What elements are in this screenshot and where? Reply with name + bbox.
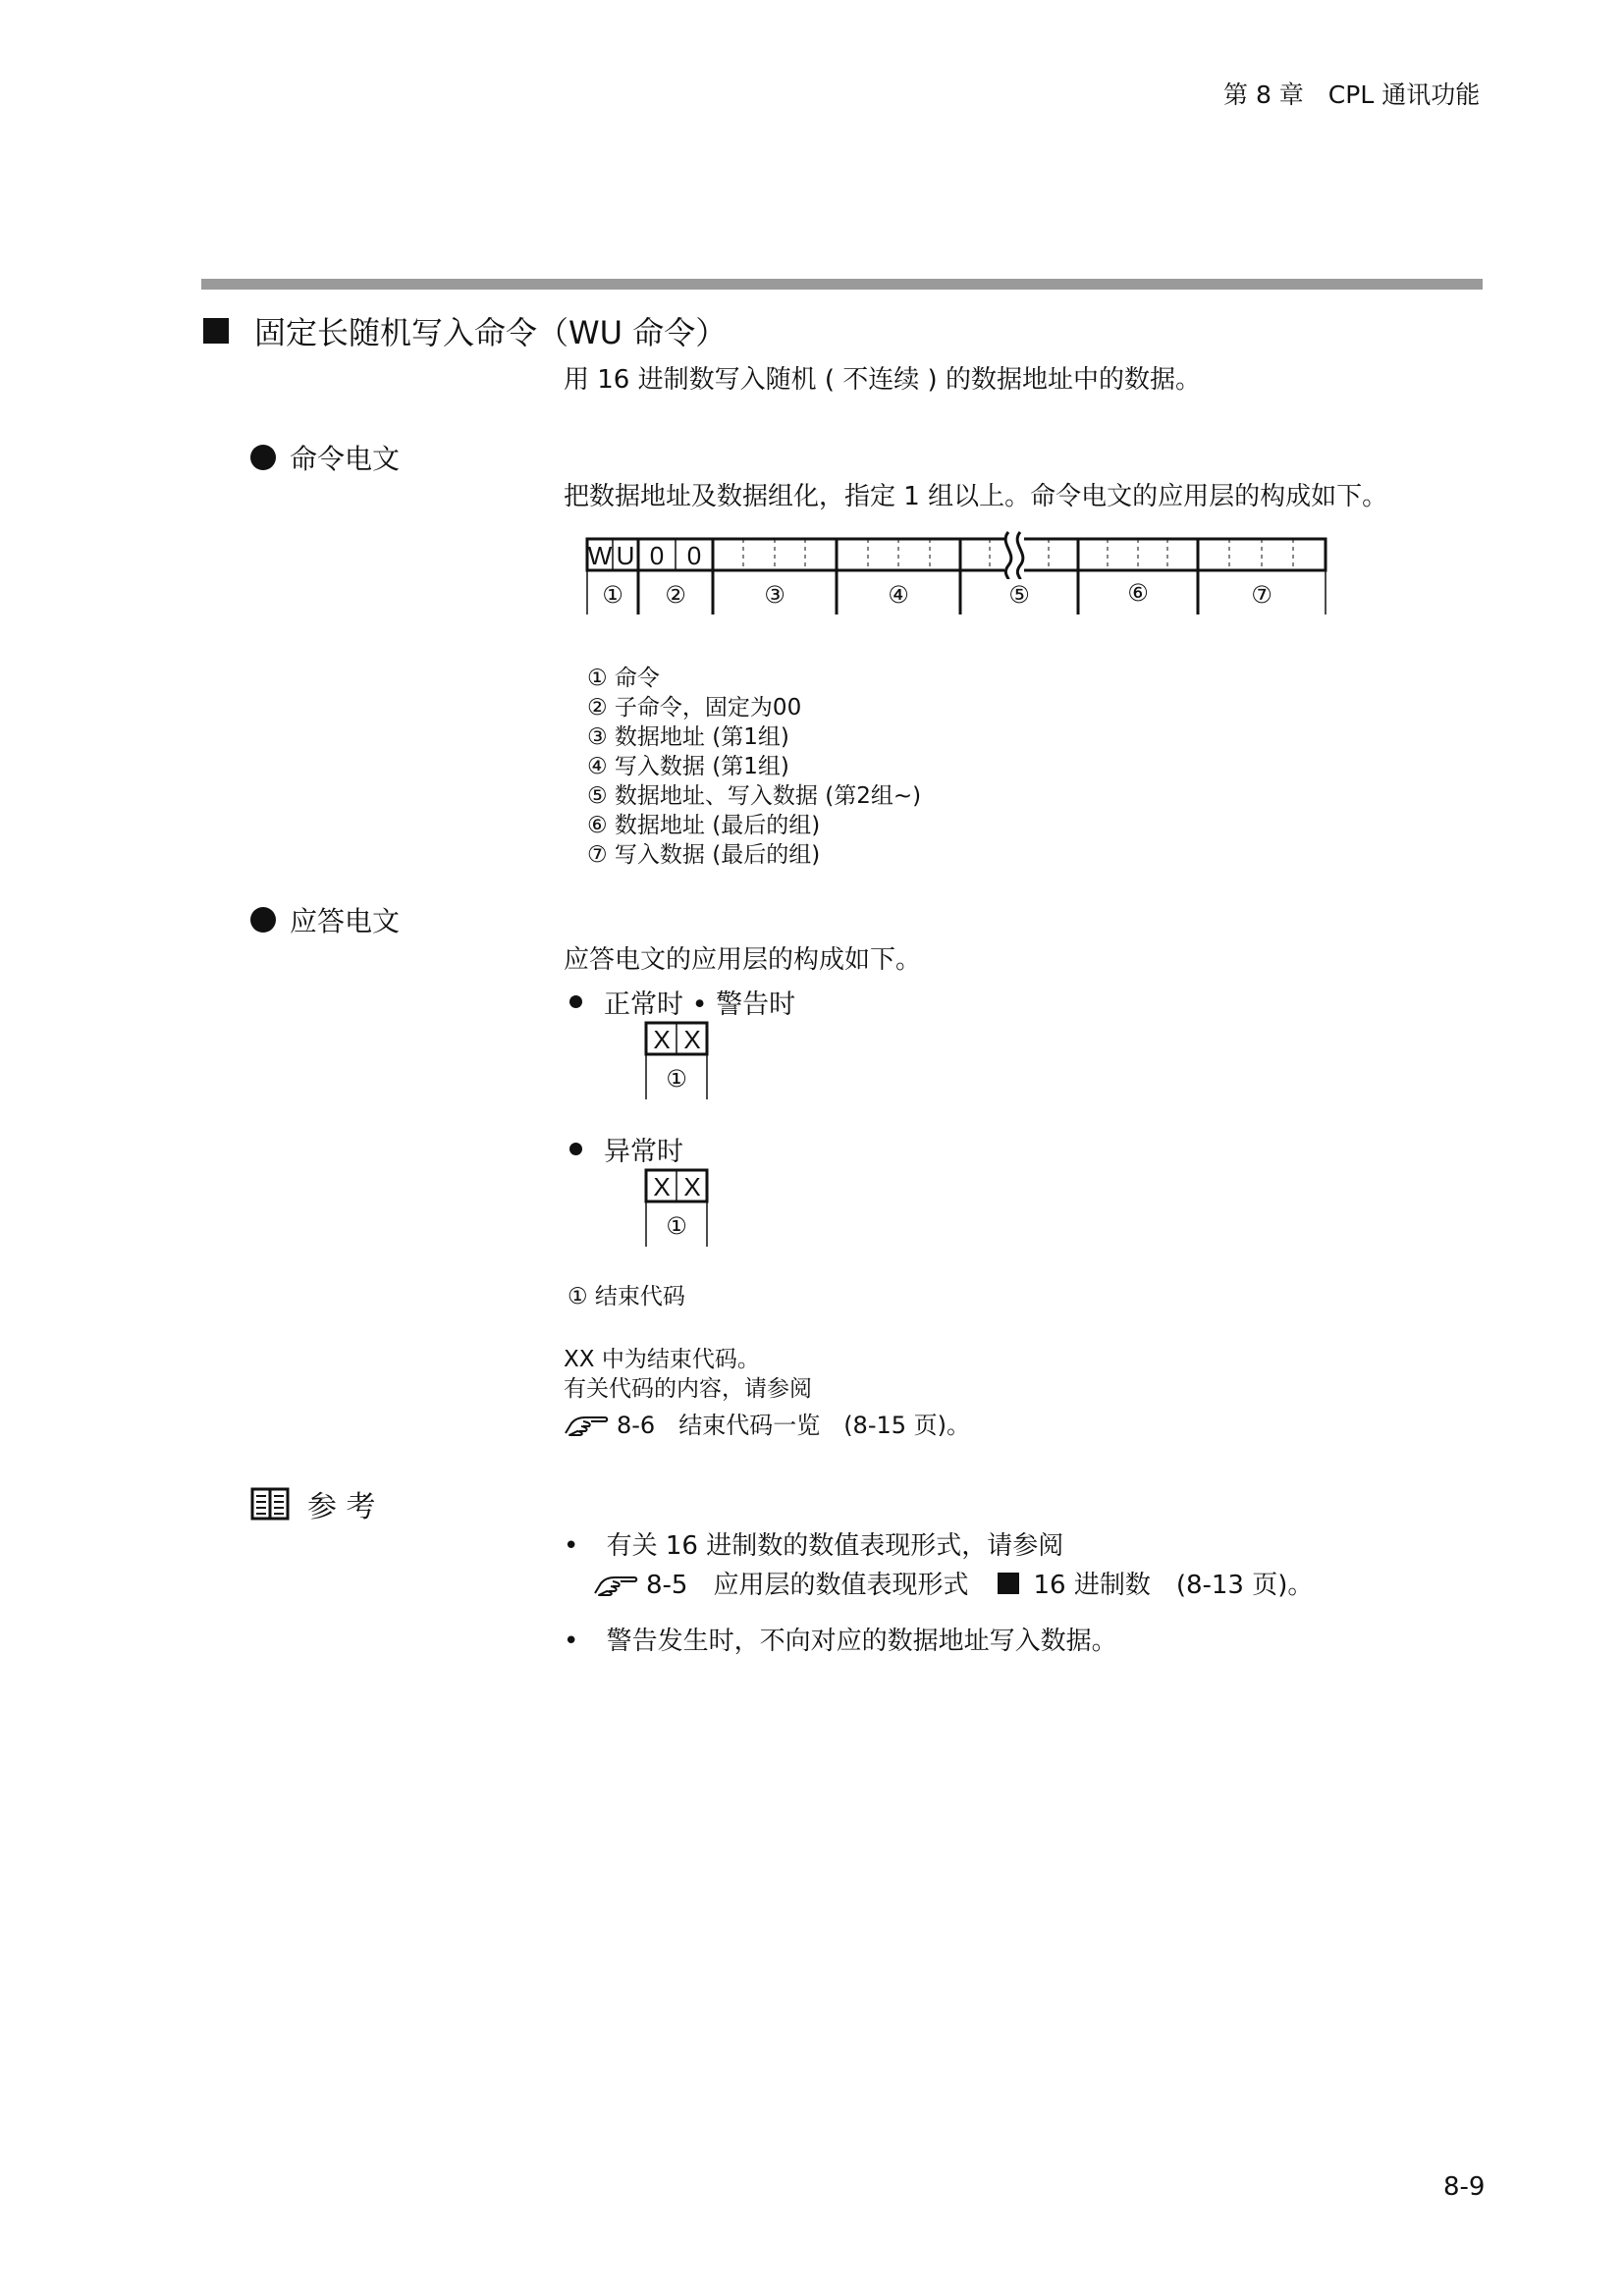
command-heading (250, 438, 400, 477)
legend-item: ② 子命令，固定为00 (587, 695, 802, 721)
error-field-label: ① (666, 1212, 687, 1240)
frame-label-5: ⑤ (1008, 581, 1030, 609)
error-char-1: X (653, 1172, 671, 1201)
response-notes (564, 1345, 812, 1404)
command-heading-text: 命令电文 (290, 443, 401, 475)
item-text: 警告发生时，不向对应的数据地址写入数据。 (606, 1627, 1117, 1656)
small-bullet-icon (569, 1143, 582, 1155)
legend-item: ③ 数据地址 (第1组) (587, 724, 789, 750)
error-response-frame (642, 1166, 711, 1251)
section-title-text: 固定长随机写入命令（WU 命令） (254, 314, 728, 351)
bullet-dot-icon (250, 445, 276, 470)
legend-item: ① 命令 (587, 666, 660, 691)
frame-char-0b: 0 (686, 541, 702, 570)
command-frame-diagram (579, 530, 1335, 618)
small-bullet-icon (569, 995, 582, 1008)
pointing-hand-icon (593, 1570, 638, 1597)
reference-ref-link[interactable] (593, 1565, 1313, 1601)
frame-label-1: ① (602, 581, 623, 609)
top-rule (201, 279, 1483, 290)
command-desc: 把数据地址及数据组化，指定 1 组以上。命令电文的应用层的构成如下。 (564, 482, 1388, 511)
reference-ref-a: 8-5 应用层的数值表现形式 (646, 1571, 969, 1600)
frame-char-w: W (587, 541, 613, 570)
square-bullet-icon (203, 318, 229, 344)
normal-case-text: 正常时 • 警告时 (604, 989, 796, 1020)
item-bullet: • (564, 1627, 579, 1656)
bullet-dot-icon (250, 907, 276, 933)
error-case-label (569, 1130, 683, 1168)
frame-label-3: ③ (764, 581, 785, 609)
note-line: 有关代码的内容，请参阅 (564, 1376, 812, 1402)
response-legend: ① 结束代码 (568, 1284, 685, 1309)
reference-ref-b: 16 进制数 (8-13 页)。 (1033, 1571, 1314, 1600)
command-legend (587, 664, 921, 870)
error-char-2: X (683, 1172, 701, 1201)
response-heading-text: 应答电文 (290, 905, 401, 937)
reference-heading-text: 参 考 (307, 1490, 376, 1524)
normal-char-1: X (653, 1025, 671, 1054)
normal-char-2: X (683, 1025, 701, 1054)
frame-label-6: ⑥ (1127, 579, 1149, 607)
normal-case-label (569, 983, 795, 1021)
normal-response-frame (642, 1019, 711, 1103)
item-text: 有关 16 进制数的数值表现形式，请参阅 (606, 1531, 1064, 1561)
normal-field-label: ① (666, 1065, 687, 1093)
frame-label-2: ② (665, 581, 686, 609)
section-intro: 用 16 进制数写入随机 ( 不连续 ) 的数据地址中的数据。 (564, 365, 1201, 395)
section-title (203, 308, 727, 353)
chapter-header: 第 8 章 CPL 通讯功能 (1223, 80, 1481, 109)
legend-item: ④ 写入数据 (第1组) (587, 754, 789, 779)
reference-item-2 (564, 1621, 1117, 1657)
item-bullet: • (564, 1531, 579, 1561)
frame-label-7: ⑦ (1251, 581, 1272, 609)
legend-item: ⑥ 数据地址 (最后的组) (587, 813, 821, 838)
frame-char-0a: 0 (649, 541, 665, 570)
frame-label-4: ④ (888, 581, 909, 609)
response-ref-text: 8-6 结束代码一览 (8-15 页)。 (617, 1412, 971, 1439)
frame-char-u: U (616, 541, 635, 570)
response-heading (250, 900, 400, 939)
pointing-hand-icon (564, 1410, 609, 1437)
book-icon (250, 1487, 290, 1521)
legend-item: ⑤ 数据地址、写入数据 (第2组~) (587, 783, 922, 809)
page-number: 8-9 (1443, 2172, 1486, 2202)
square-bullet-icon (998, 1573, 1019, 1594)
response-desc: 应答电文的应用层的构成如下。 (564, 945, 922, 975)
reference-item-1 (564, 1525, 1063, 1562)
response-ref-link[interactable] (564, 1406, 970, 1440)
legend-item: ⑦ 写入数据 (最后的组) (587, 842, 821, 868)
note-line: XX 中为结束代码。 (564, 1347, 760, 1372)
error-case-text: 异常时 (604, 1137, 683, 1167)
reference-heading (250, 1482, 376, 1525)
omission-break-icon (1004, 530, 1024, 579)
